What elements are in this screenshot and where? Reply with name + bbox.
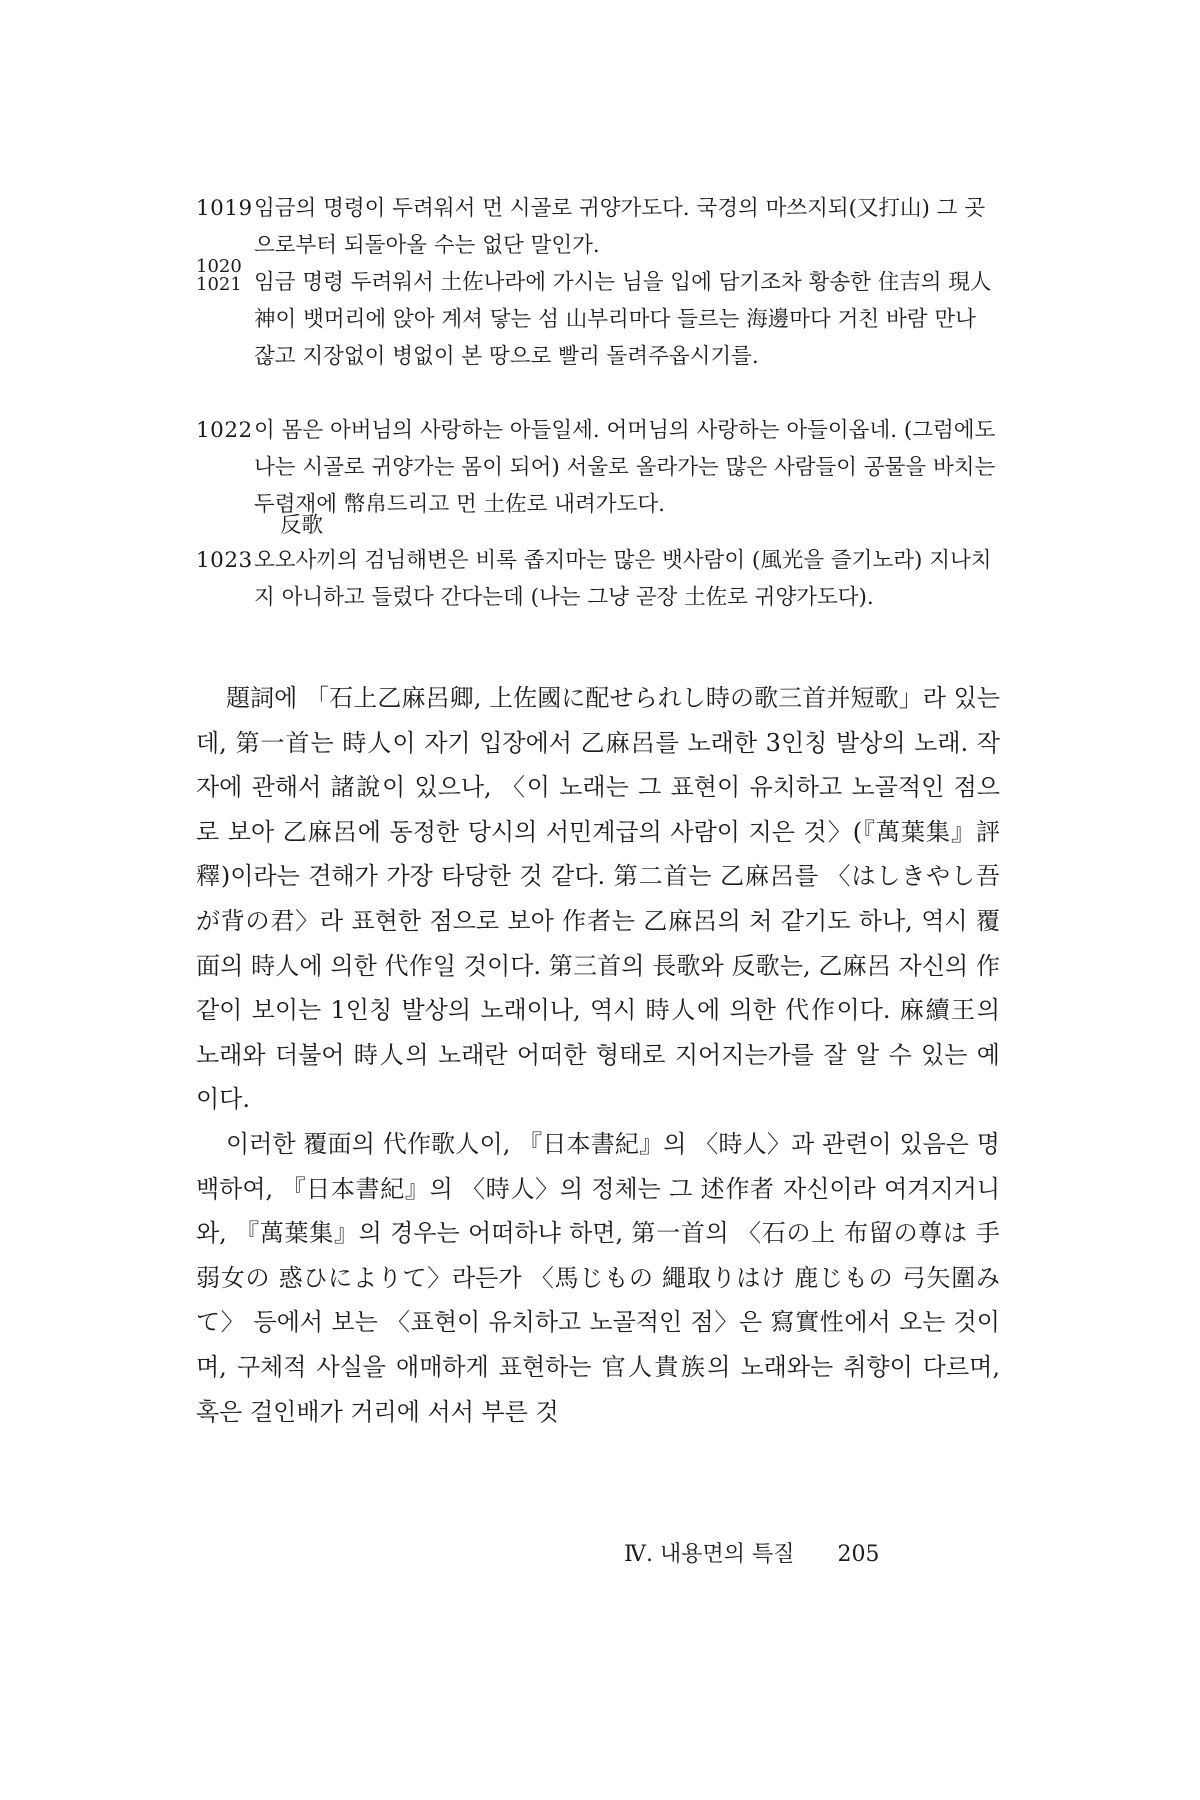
verse-text: 임금의 명령이 두려워서 먼 시골로 귀양가도다. 국경의 마쓰지되(又打山) 그 곳으로부터 되돌아올 수는 없단 말인가. — [254, 196, 986, 258]
verse-number: 1023 — [196, 548, 253, 573]
paragraph: 題詞에 「石上乙麻呂卿, 上佐國に配せられし時の歌三首并短歌」라 있는데, 第一首는 時人이 자기 입장에서 乙麻呂를 노래한 3인칭 발상의 노래. 작자에 관해서 諸說이 있으나, 〈이 노래는 그 표현이 유치하고 노골적인 점으로 보아 乙麻呂에 동정한 당시의 서민계급의 사람이 지은 것〉(『萬葉集』評釋)이라는 견해가 가장 타당한 것 같다. 第二首는 乙麻呂를 〈はしきやし吾が背の君〉라 표현한 점으로 보아 作者는 乙麻呂의 처 같기도 하나, 역시 覆面의 時人에 의한 代作일 것이다. 第三首의 長歌와 反歌는, 乙麻呂 자신의 作같이 보이는 1인칭 발상의 노래이나, 역시 時人에 의한 代作이다. 麻續王의 노래와 더불어 時人의 노래란 어떠한 형태로 지어지는가를 잘 알 수 있는 예이다. — [196, 684, 1000, 1114]
page-footer — [624, 1537, 915, 1568]
verse-1023 — [196, 542, 996, 616]
verse-number: 1019 — [196, 196, 253, 221]
verse-text: 이 몸은 아버님의 사랑하는 아들일세. 어머님의 사랑하는 아들이옵네. (그럼에도 나는 시골로 귀양가는 몸이 되어) 서울로 올라가는 많은 사람들이 공물을 바치는 두렴재에 幣帛드리고 먼 土佐로 내려가도다. — [254, 418, 996, 517]
verse-number-bottom: 1021 — [196, 274, 242, 295]
verse-text: 임금 명령 두려워서 土佐나라에 가시는 님을 입에 담기조차 황송한 住吉의 現人神이 뱃머리에 앉아 계셔 닿는 섬 山부리마다 들르는 海邊마다 거친 바람 만나잖고 지장없이 병없이 본 땅으로 빨리 돌려주옵시기를. — [254, 270, 992, 369]
section-heading: 反歌 — [280, 513, 324, 538]
verse-text: 오오사끼의 검님해변은 비록 좁지마는 많은 뱃사람이 (風光을 즐기노라) 지나치지 아니하고 들렀다 간다는데 (나는 그냥 곧장 土佐로 귀양가도다). — [254, 548, 992, 610]
verse-1022 — [196, 412, 996, 523]
commentary — [196, 676, 1000, 1434]
verse-number-top: 1020 — [196, 256, 242, 277]
verse-1019 — [196, 190, 996, 264]
page-number: 205 — [837, 1542, 880, 1567]
running-header: Ⅳ. 내용면의 특질 — [624, 1542, 795, 1567]
verse-number — [196, 258, 242, 294]
verse-1020-1021 — [196, 256, 996, 375]
paragraph: 이러한 覆面의 代作歌人이, 『日本書紀』의 〈時人〉과 관련이 있음은 명백하여, 『日本書紀』의 〈時人〉의 정체는 그 述作者 자신이라 여겨지거니와, 『萬葉集』의 경우는 어떠하냐 하면, 第一首의 〈石の上 布留の尊は 手弱女の 惑ひによりて〉라든가 〈馬じもの 繩取りはけ 鹿じもの 弓矢圍みて〉 등에서 보는 〈표현이 유치하고 노골적인 점〉은 寫實性에서 오는 것이며, 구체적 사실을 애매하게 표현하는 官人貴族의 노래와는 취향이 다르며, 혹은 걸인배가 거리에 서서 부른 것 — [196, 1129, 1000, 1426]
verse-number: 1022 — [196, 418, 253, 443]
